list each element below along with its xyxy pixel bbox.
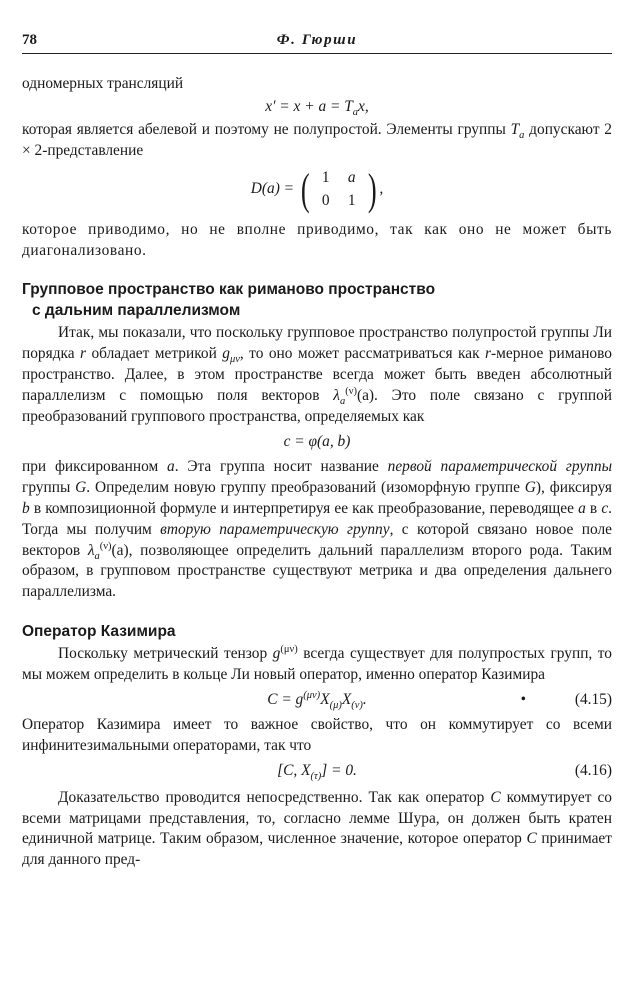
p5-i: , с которой связано новое поле векторов bbox=[22, 520, 612, 559]
page-header bbox=[22, 30, 612, 54]
p4-a: Итак, мы показали, что поскольку групповое пространство полупростой группы Ли порядка bbox=[22, 324, 612, 363]
paragraph-6 bbox=[22, 644, 612, 686]
paragraph-2 bbox=[22, 120, 612, 162]
eq5-b: ] = 0. bbox=[321, 761, 357, 779]
p5-bvar: b bbox=[22, 499, 30, 517]
eq4-tail: . bbox=[362, 691, 367, 709]
p2-T-sub: a bbox=[519, 129, 525, 141]
eq4-x2: X bbox=[341, 691, 352, 709]
p5-a: при фиксированном bbox=[22, 457, 168, 475]
p4-r: r bbox=[80, 345, 87, 363]
section-title-casimir: Оператор Казимира bbox=[22, 623, 176, 641]
equation-number-4-16: (4.16) bbox=[574, 761, 612, 779]
p4-d: -мерное риманово пространство. Далее, в этом пространстве всегда может быть введен абсолютный параллелизм с помощью поля векторов bbox=[22, 345, 612, 405]
p5-lambda: λ bbox=[87, 541, 95, 559]
running-head: Ф. Гюрши bbox=[276, 32, 358, 48]
equation-4-16 bbox=[22, 761, 612, 782]
p4-r2: r bbox=[485, 345, 492, 363]
p5-G2: G bbox=[524, 478, 536, 496]
paragraph-4 bbox=[22, 323, 612, 428]
equation-composition: c = φ(a, b) bbox=[283, 432, 351, 450]
eq1-main: x′ = x + a = T bbox=[265, 97, 353, 115]
p8-c: принимает для данного пред- bbox=[22, 830, 612, 869]
p6-g: g bbox=[272, 645, 281, 663]
p8-a: Доказательство проводится непосредственно. Так как оператор bbox=[58, 788, 491, 806]
eq4-dot: • bbox=[520, 691, 526, 709]
eq1-tail: x, bbox=[358, 97, 369, 115]
p2-T: T bbox=[510, 120, 520, 138]
paragraph-8 bbox=[22, 788, 612, 872]
paragraph-1: одномерных трансляций bbox=[22, 75, 184, 92]
p4-b: обладает метрикой bbox=[86, 345, 223, 363]
p4-gsub: μν bbox=[229, 354, 240, 366]
p5-term2: вторую параметрическую группу bbox=[160, 520, 390, 538]
p6-b: всегда существует для полупростых групп, то мы можем определить в кольце Ли новый оператор, именно оператор Казимира bbox=[22, 645, 612, 684]
equation-translation bbox=[22, 97, 612, 118]
p5-term1: первой параметрической группы bbox=[387, 457, 612, 475]
p5-h: . Тогда мы получим bbox=[22, 499, 613, 538]
p5-cvar: c bbox=[601, 499, 609, 517]
eq4-sub2: (ν) bbox=[351, 700, 363, 712]
p5-d: . Определим новую группу преобразований (изоморфную группе bbox=[86, 478, 525, 496]
p2-text-a: которая является абелевой и поэтому не полупростой. Элементы группы bbox=[22, 120, 511, 138]
matrix-cell: 1 bbox=[347, 191, 356, 209]
eq2-lhs: D(a) = bbox=[250, 180, 295, 198]
section1-line1: Групповое пространство как риманово пространство bbox=[22, 281, 436, 299]
p4-lambda-sup: (ν) bbox=[345, 386, 357, 398]
p4-lambda: λ bbox=[333, 387, 340, 405]
p5-avar: a bbox=[167, 457, 175, 475]
p4-e: (a). Это поле связано с группой преобразований группового пространства, определяемых как bbox=[22, 387, 612, 426]
eq2-tail: , bbox=[379, 180, 384, 198]
equation-number-4-15: (4.15) bbox=[574, 691, 612, 709]
p5-lambda-sub: a bbox=[94, 550, 100, 562]
matrix-cell: a bbox=[347, 168, 356, 186]
p5-g: в bbox=[585, 499, 602, 517]
p5-f: в композиционной формуле и интерпретируя ее как преобразование, переводящее bbox=[29, 499, 579, 517]
section1-line2: с дальним параллелизмом bbox=[32, 302, 241, 320]
equation-4-15 bbox=[22, 690, 612, 711]
p4-c: , то оно может рассматриваться как bbox=[239, 345, 486, 363]
matrix: ( 1 a 0 1 ) bbox=[300, 164, 377, 214]
p8-b: коммутирует со всеми матрицами представления, то, согласно лемме Шура, он должен быть кратен единичной матрице. Таким образом, численное значение, которое оператор bbox=[22, 788, 612, 848]
p5-lambda-sup: (ν) bbox=[99, 540, 112, 552]
matrix-cell: 0 bbox=[321, 191, 330, 209]
p5-j: (a), позволяющее определить дальний параллелизм второго рода. Таким образом, в групповом пространстве существуют метрика и два определения дальнего параллелизма. bbox=[22, 541, 612, 601]
p8-C: C bbox=[490, 788, 501, 806]
paragraph-7: Оператор Казимира имеет то важное свойство, что он коммутирует со всеми инфинитезимальными операторами, так что bbox=[22, 715, 612, 754]
p8-C2: C bbox=[526, 830, 537, 848]
p5-c: группы bbox=[22, 478, 76, 496]
eq4-sup: (μν) bbox=[303, 689, 321, 701]
equation-matrix bbox=[22, 164, 612, 214]
eq4-main: C = g bbox=[267, 691, 304, 709]
p4-lambda-sub: a bbox=[339, 396, 346, 408]
p6-gsup: (μν) bbox=[280, 644, 298, 656]
eq5-a: [C, X bbox=[277, 761, 311, 779]
paragraph-5 bbox=[22, 457, 612, 603]
section-title-group-space bbox=[22, 279, 612, 321]
p2-text-b: допускают 2 × 2-представление bbox=[22, 120, 613, 159]
page bbox=[22, 30, 612, 871]
page-number: 78 bbox=[22, 32, 37, 48]
eq1-sub: a bbox=[352, 106, 359, 118]
eq4-x1: X bbox=[320, 691, 330, 709]
p4-g: g bbox=[222, 345, 230, 363]
p5-b: . Эта группа носит название bbox=[174, 457, 388, 475]
paragraph-3: которое приводимо, но не вполне приводимо, так как оно не может быть диагонализовано. bbox=[22, 220, 612, 259]
p6-a: Поскольку метрический тензор bbox=[58, 645, 273, 663]
eq5-sub: (τ) bbox=[310, 770, 322, 782]
p5-G: G bbox=[75, 478, 87, 496]
matrix-cell: 1 bbox=[321, 168, 330, 186]
p5-e: ), фиксируя bbox=[535, 478, 612, 496]
p5-a2: a bbox=[578, 499, 586, 517]
eq4-sub1: (μ) bbox=[329, 700, 342, 712]
